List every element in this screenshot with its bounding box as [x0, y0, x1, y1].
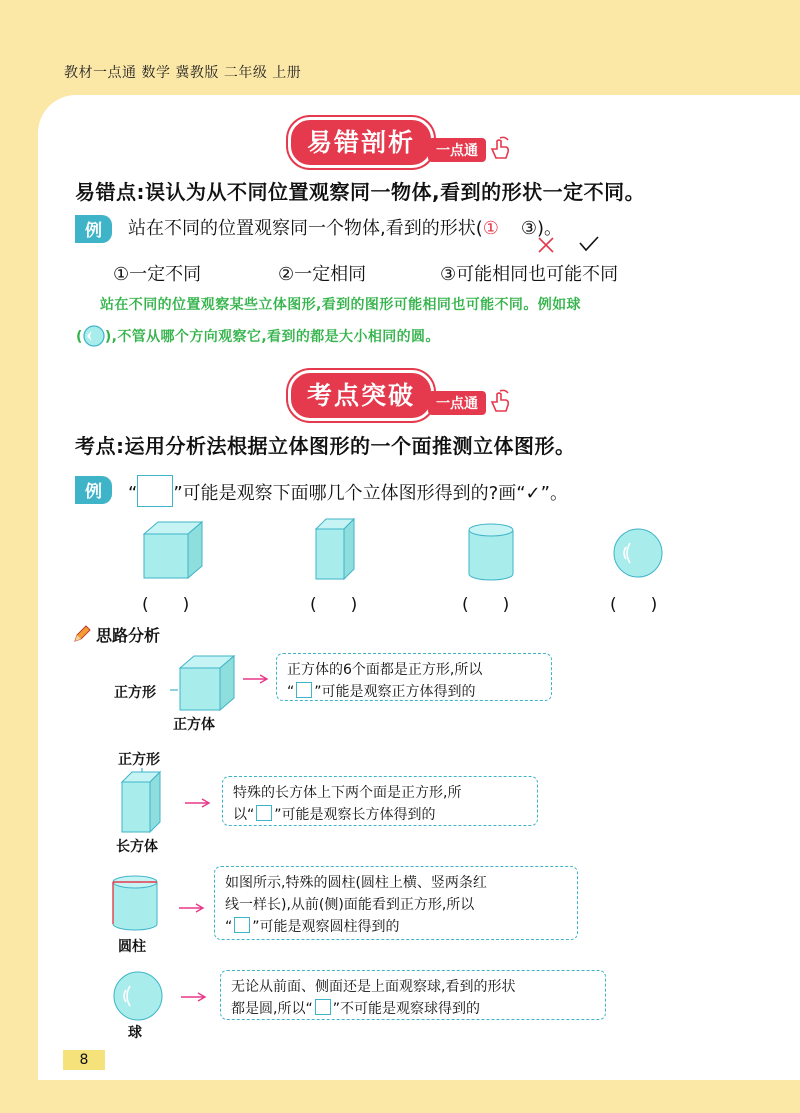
cuboid-icon [312, 517, 358, 581]
section-banner-keypoint [288, 370, 512, 421]
option-3: ③可能相同也可能不同 [440, 264, 619, 285]
section-banner-pitfall [288, 117, 512, 168]
keypoint-heading: 考点:运用分析法根据立体图形的一个面推测立体图形。 [75, 434, 576, 458]
explanation-line-2 [76, 325, 440, 347]
example-tag-2: 例 [75, 476, 112, 504]
explanation-rest: ),不管从哪个方向观察它,看到的都是大小相同的圆。 [104, 329, 440, 345]
cylinder-icon [467, 522, 515, 582]
cylinder-diagram-icon [110, 874, 160, 932]
note-line: “ ”可能是观察正方体得到的 [287, 684, 476, 700]
label-cube: 正方体 [173, 717, 215, 733]
answer-blank-1: ( ) [142, 595, 190, 615]
sphere-icon [83, 325, 105, 347]
label-cuboid: 长方体 [116, 839, 158, 855]
answer-1: ① [482, 218, 499, 239]
note-line: 线一样长),从前(侧)面能看到正方形,所以 [225, 897, 475, 913]
answer-blank-3: ( ) [462, 595, 510, 615]
pointing-hand-icon [488, 388, 512, 414]
square-figure [256, 805, 272, 821]
option-2: ②一定相同 [278, 264, 367, 285]
cube-icon [140, 520, 204, 580]
square-figure [315, 999, 331, 1015]
arrow-right-icon [184, 797, 212, 809]
banner-title: 考点突破 [288, 370, 434, 421]
pitfall-heading: 易错点:误认为从不同位置观察同一物体,看到的形状一定不同。 [75, 180, 646, 204]
question-close: )。 [537, 218, 563, 239]
analysis-title: 思路分析 [96, 626, 161, 645]
open-quote: “ [128, 483, 138, 504]
label-cylinder: 圆柱 [118, 939, 146, 955]
note-cuboid [222, 776, 538, 826]
note-line: “ ”可能是观察圆柱得到的 [225, 919, 400, 935]
note-line: 特殊的长方体上下两个面是正方形,所 [233, 785, 462, 801]
sphere-icon [612, 527, 664, 579]
running-header: 教材一点通 数学 冀教版 二年级 上册 [64, 65, 302, 81]
example-tag-1: 例 [75, 215, 112, 243]
page-number: 8 [63, 1050, 105, 1070]
answer-2: ③ [520, 218, 538, 239]
arrow-right-icon [242, 673, 270, 685]
check-mark-icon [578, 235, 600, 253]
pencil-icon [72, 624, 92, 644]
example1-question [128, 214, 562, 240]
explanation-line-1: 站在不同的位置观察某些立体图形,看到的图形可能相同也可能不同。例如球 [100, 297, 581, 313]
square-figure [296, 682, 312, 698]
banner-subtitle: 一点通 [428, 391, 486, 415]
question-text: ”可能是观察下面哪几个立体图形得到的?画“✓”。 [173, 483, 568, 504]
note-line: 无论从前面、侧面还是上面观察球,看到的形状 [231, 979, 516, 995]
question-text: 站在不同的位置观察同一个物体,看到的形状( [128, 218, 483, 239]
square-figure [234, 917, 250, 933]
sphere-diagram-icon [112, 970, 164, 1022]
banner-title: 易错剖析 [288, 117, 434, 168]
note-line: 如图所示,特殊的圆柱(圆柱上横、竖两条红 [225, 875, 487, 891]
cross-mark-icon [536, 235, 556, 255]
note-sphere [220, 970, 606, 1020]
answer-blank-2: ( ) [310, 595, 358, 615]
note-cube [276, 653, 552, 701]
arrow-right-icon [178, 902, 206, 914]
option-1: ①一定不同 [113, 264, 202, 285]
banner-subtitle: 一点通 [428, 138, 486, 162]
pointing-hand-icon [488, 135, 512, 161]
example2-question [128, 475, 568, 507]
label-sphere: 球 [128, 1025, 142, 1041]
note-line: 以“ ”可能是观察长方体得到的 [233, 807, 436, 823]
square-figure [137, 475, 173, 507]
arrow-right-icon [180, 991, 208, 1003]
cuboid-diagram-icon [118, 768, 166, 834]
note-cylinder [214, 866, 578, 940]
label-square-face: 正方形 [114, 685, 156, 701]
cube-diagram-icon [170, 652, 240, 714]
note-line: 正方体的6个面都是正方形,所以 [287, 662, 483, 678]
label-square-face: 正方形 [118, 752, 160, 768]
note-line: 都是圆,所以“ ”不可能是观察球得到的 [231, 1001, 480, 1017]
paren-open: ( [76, 329, 83, 345]
answer-blank-4: ( ) [610, 595, 658, 615]
